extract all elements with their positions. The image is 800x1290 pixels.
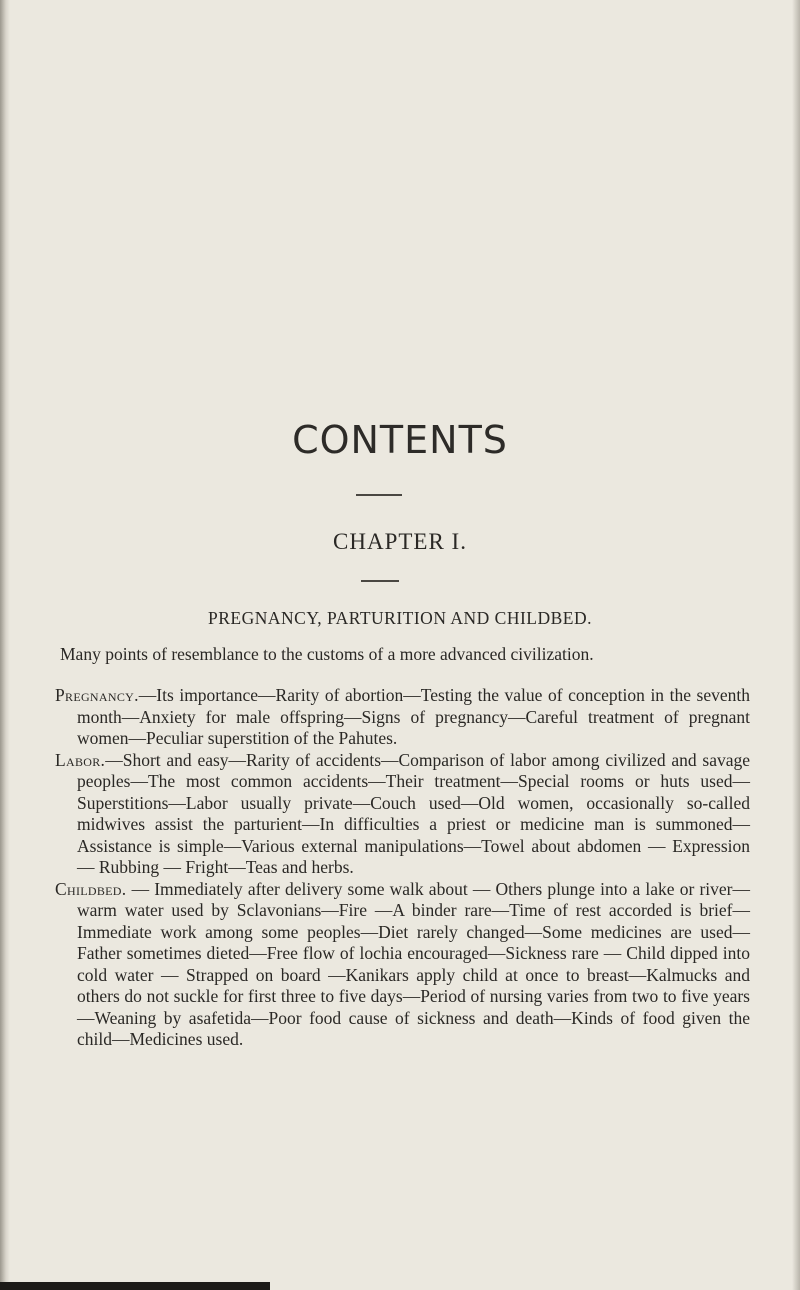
section-pregnancy (55, 685, 750, 750)
section-text: —Short and easy—Rarity of accidents—Comparison of labor among civilized and savage peoples—The most common accidents—Their treatment—Special rooms or huts used—Superstitions—Labor usually private—Couch used—Old women, occasionally so-called midwives assist the parturient—In difficulties a priest or medicine man is summoned—Assistance is simple—Various external manipulations—Towel about abdomen — Expression — Rubbing — Fright—Teas and herbs. (77, 749, 750, 877)
page-edge-right (792, 0, 800, 1290)
contents-title: CONTENTS (292, 418, 508, 462)
section-label: Labor. (55, 749, 106, 770)
section-label: Pregnancy. (55, 685, 139, 705)
section-text: —Its importance—Rarity of abortion—Testing the value of conception in the seventh month—Anxiety for male offspring—Signs of pregnancy—Careful treatment of pregnant women—Peculiar superstition of the Pahutes. (77, 685, 750, 748)
page-bottom-bar (0, 1282, 270, 1290)
section-childbed (55, 879, 750, 1051)
section-text: — Immediately after delivery some walk about — Others plunge into a lake or river—warm water used by Sclavonians—Fire —A binder rare—Time of rest accorded is brief—Immediate work among some peoples—Diet rarely changed—Some medicines are used—Father sometimes dieted—Free flow of lochia encouraged—Sickness rare — Child dipped into cold water — Strapped on board —Kanikars apply child at once to breast—Kalmucks and others do not suckle for first three to five days—Period of nursing varies from two to five years—Weaning by asafetida—Poor food cause of sickness and death—Kinds of food given the child—Medicines used. (77, 878, 750, 1049)
rule-after-contents (356, 494, 402, 496)
chapter-title: CHAPTER I. (333, 529, 467, 554)
rule-after-chapter (361, 580, 399, 582)
section-labor (55, 750, 750, 879)
page-edge-left (0, 0, 10, 1290)
chapter-heading: PREGNANCY, PARTURITION AND CHILDBED. (208, 608, 592, 628)
section-label: Childbed. (55, 878, 127, 899)
section-list (55, 685, 750, 1051)
chapter-intro: Many points of resemblance to the customs of a more advanced civilization. (60, 644, 594, 664)
